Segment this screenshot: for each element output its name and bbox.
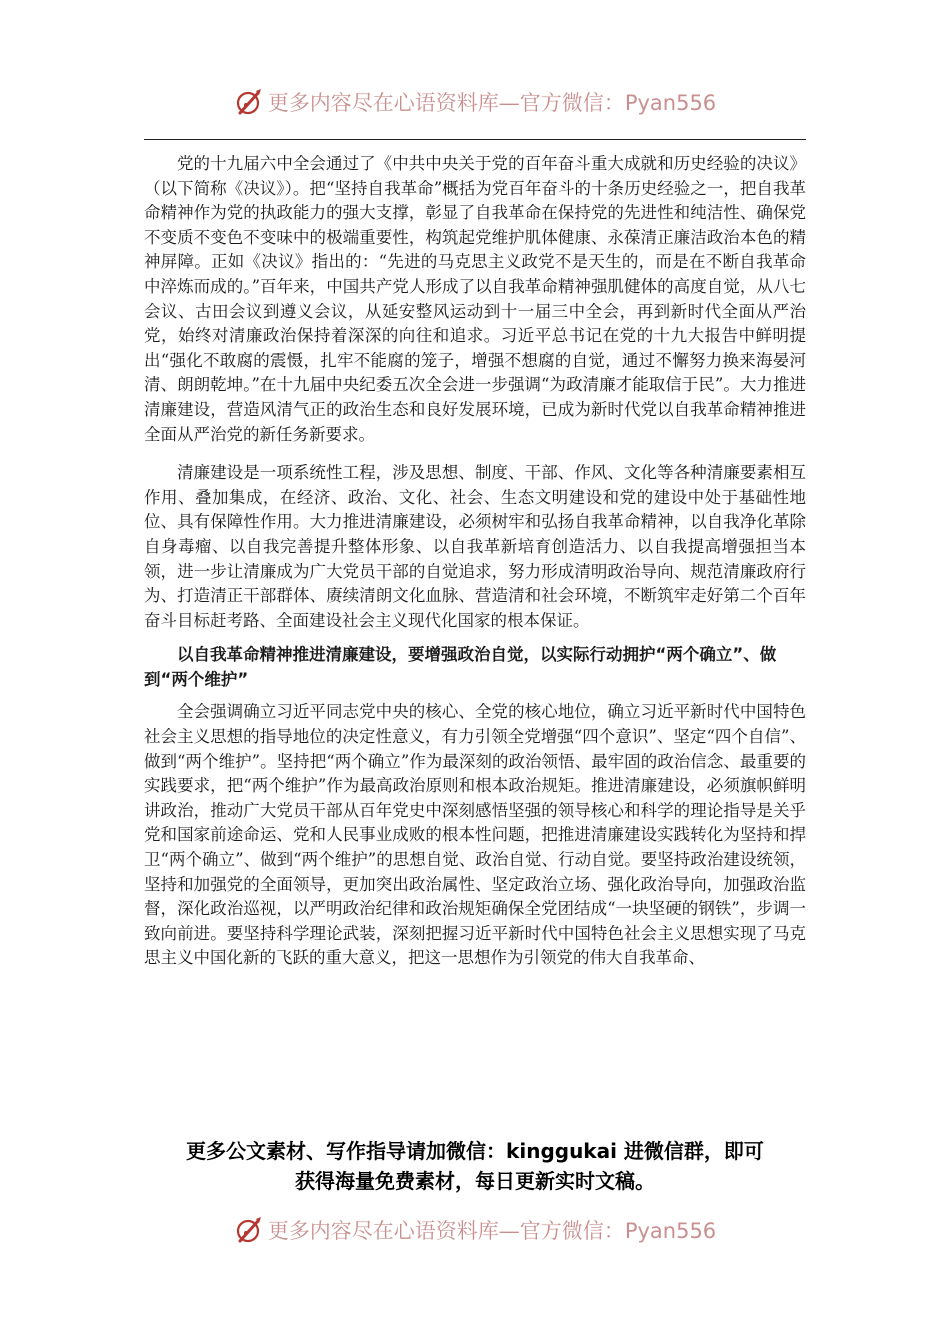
promo-line-1: 更多公文素材、写作指导请加微信：kinggukai 进微信群，即可 [186, 1139, 764, 1163]
promo-line-2: 获得海量免费素材，每日更新实时文稿。 [295, 1169, 655, 1193]
header-banner [0, 84, 950, 120]
section-heading: 以自我革命精神推进清廉建设，要增强政治自觉，以实际行动拥护“两个确立”、做到“两个维护” [144, 645, 777, 689]
promo-notice [130, 1136, 820, 1196]
paragraph-1: 党的十九届六中全会通过了《中共中央关于党的百年奋斗重大成就和历史经验的决议》（以下简称《决议》）。把“坚持自我革命”概括为党百年奋斗的十条历史经验之一，把自我革命精神作为党的执政能力的强大支撑，彰显了自我革命在保持党的先进性和纯洁性、确保党不变质不变色不变味中的极端重要性，构筑起党维护肌体健康、永葆清正廉洁政治本色的精神屏障。正如《决议》指出的：“先进的马克思主义政党不是天生的，而是在不断自我革命中淬炼而成的。”百年来，中国共产党人形成了以自我革命精神强肌健体的高度自觉，从八七会议、古田会议到遵义会议，从延安整风运动到十一届三中全会，再到新时代全面从严治党，始终对清廉政治保持着深深的向往和追求。习近平总书记在党的十九大报告中鲜明提出“强化不敢腐的震慑，扎牢不能腐的笼子，增强不想腐的自觉，通过不懈努力换来海晏河清、朗朗乾坤。”在十九届中央纪委五次全会进一步强调“为政清廉才能取信于民”。大力推进清廉建设，营造风清气正的政治生态和良好发展环境，已成为新时代党以自我革命精神推进全面从严治党的新任务新要求。 [144, 154, 806, 444]
paragraph-3: 全会强调确立习近平同志党中央的核心、全党的核心地位，确立习近平新时代中国特色社会主义思想的指导地位的决定性意义，有力引领全党增强“四个意识”、坚定“四个自信”、做到“两个维护”。坚持把“两个确立”作为最深刻的政治领悟、最牢固的政治信念、最重要的实践要求，把“两个维护”作为最高政治原则和根本政治规矩。推进清廉建设，必须旗帜鲜明讲政治，推动广大党员干部从百年党史中深刻感悟坚强的领导核心和科学的理论指导是关乎党和国家前途命运、党和人民事业成败的根本性问题，把推进清廉建设实践转化为坚持和捍卫“两个确立”、做到“两个维护”的思想自觉、政治自觉、行动自觉。要坚持政治建设统领，坚持和加强党的全面领导，更加突出政治属性、坚定政治立场、强化政治导向，加强政治监督，深化政治巡视，以严明政治纪律和政治规矩确保全党团结成“一块坚硬的钢铁”，步调一致向前进。要坚持科学理论武装，深刻把握习近平新时代中国特色社会主义思想实现了马克思主义中国化新的飞跃的重大意义，把这一思想作为引领党的伟大自我革命、 [144, 702, 806, 968]
footer-banner-label: 更多内容尽在心语资料库—官方微信： [267, 1219, 625, 1243]
pen-logo-icon [234, 1215, 264, 1245]
footer-wechat-id: Pyan556 [624, 1219, 717, 1243]
header-banner-label: 更多内容尽在心语资料库—官方微信： [267, 91, 625, 115]
footer-banner-text [268, 1215, 716, 1245]
article-body [144, 152, 806, 971]
header-banner-text [268, 87, 716, 117]
footer-banner [0, 1212, 950, 1248]
header-wechat-id: Pyan556 [624, 91, 717, 115]
header-divider [144, 139, 806, 140]
paragraph-2: 清廉建设是一项系统性工程，涉及思想、制度、干部、作风、文化等各种清廉要素相互作用、叠加集成，在经济、政治、文化、社会、生态文明建设和党的建设中处于基础性地位、具有保障性作用。大力推进清廉建设，必须树牢和弘扬自我革命精神，以自我净化革除自身毒瘤、以自我完善提升整体形象、以自我革新培育创造活力、以自我提高增强担当本领，进一步让清廉成为广大党员干部的自觉追求，努力形成清明政治导向、规范清廉政府行为、打造清正干部群体、赓续清朗文化血脉、营造清和社会环境，不断筑牢走好第二个百年奋斗目标赶考路、全面建设社会主义现代化国家的根本保证。 [144, 463, 806, 630]
pen-logo-icon [234, 87, 264, 117]
